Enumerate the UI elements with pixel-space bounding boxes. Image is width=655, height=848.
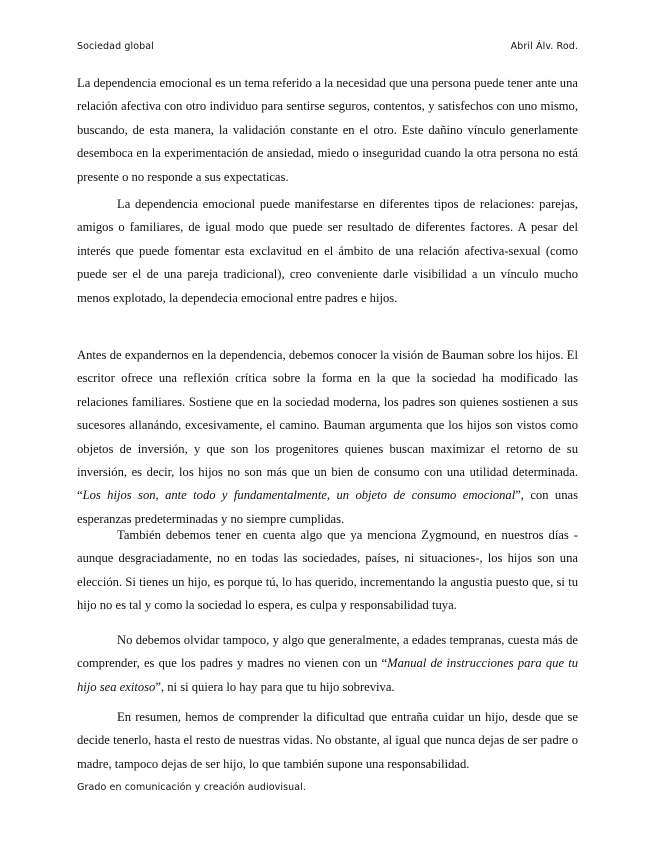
paragraph-block <box>77 629 578 699</box>
paragraph-6: En resumen, hemos de comprender la dificultad que entraña cuidar un hijo, desde que se decide tenerlo, hasta el resto de nuestras vidas. No obstante, al igual que nunca dejas de ser padre o madre, tampoco dejas de ser hijo, lo que también supone una responsabilidad. <box>77 710 578 771</box>
paragraph-5-text-b: ”, ni si quiera lo hay para que tu hijo sobreviva. <box>155 679 395 694</box>
paragraph-block <box>77 524 578 618</box>
paragraph-block <box>77 344 578 531</box>
paragraph-5 <box>77 629 578 699</box>
paragraph-block <box>77 706 578 776</box>
header-left-title: Sociedad global <box>77 41 154 52</box>
bauman-quote: Los hijos son, ante todo y fundamentalmente, un objeto de consumo emocional <box>82 488 516 503</box>
paragraph-5-text-a: No debemos olvidar tampoco, y algo que generalmente, a edades tempranas, cuesta más de comprender, es que los padres y madres no vienen con un “ <box>77 633 578 671</box>
paragraph-4: También debemos tener en cuenta algo que ya menciona Zygmound, en nuestros días - aunque desgraciadamente, no en todas las sociedades, países, ni situaciones-, los hijos son una elección. Si tienes un hijo, es porque tú, lo has querido, incrementando la angustia puesto que, si tu hijo no es tal y como la sociedad lo espera, es culpa y responsabilidad tuya. <box>77 528 578 613</box>
footer-text: Grado en comunicación y creación audiovisual. <box>77 782 307 793</box>
paragraph-3-text-a: Antes de expandernos en la dependencia, debemos conocer la visión de Bauman sobre los hijos. El escritor ofrece una reflexión crítica sobre la forma en la que la sociedad ha modificado las relaciones familiares. Sostiene que en la sociedad moderna, los padres son quienes sostienen a sus sucesores allanándo, excesivamente, el camino. Bauman argumenta que los hijos son vistos como objetos de inversión, y que son los progenitores quienes buscan maximizar el retorno de su inversión, es decir, los hijos no son más que un bien de consumo con una utilidad determinada. “ <box>77 348 578 503</box>
paragraph-2: La dependencia emocional puede manifestarse en diferentes tipos de relaciones: parejas, amigos o familiares, de igual modo que puede ser resultado de diferentes factores. A pesar del interés que puede fomentar esta exclavitud en el ámbito de una relación afectiva-sexual (como puede ser el de una pareja tradicional), creo conveniente darle visibilidad a un vínculo mucho menos explotado, la dependecia emocional entre padres e hijos. <box>77 197 578 305</box>
paragraph-1: La dependencia emocional es un tema referido a la necesidad que una persona puede tener ante una relación afectiva con otro individuo para sentirse seguros, contentos, y satisfechos con uno mismo, buscando, de esta manera, la validación constante en el otro. Este dañino vínculo generlamente desemboca en la experimentación de ansiedad, miedo o inseguridad cuando la otra persona no está presente o no responde a sus expectaticas. <box>77 76 578 184</box>
paragraph-block <box>77 72 578 189</box>
paragraph-3-text-b: ”, con unas esperanzas predeterminadas y no siempre cumplidas. <box>77 488 578 526</box>
header-right-author: Abril Álv. Rod. <box>510 41 578 52</box>
paragraph-3 <box>77 344 578 531</box>
paragraph-block <box>77 193 578 310</box>
manual-quote: Manual de instrucciones para que tu hijo sea exitoso <box>77 656 579 694</box>
